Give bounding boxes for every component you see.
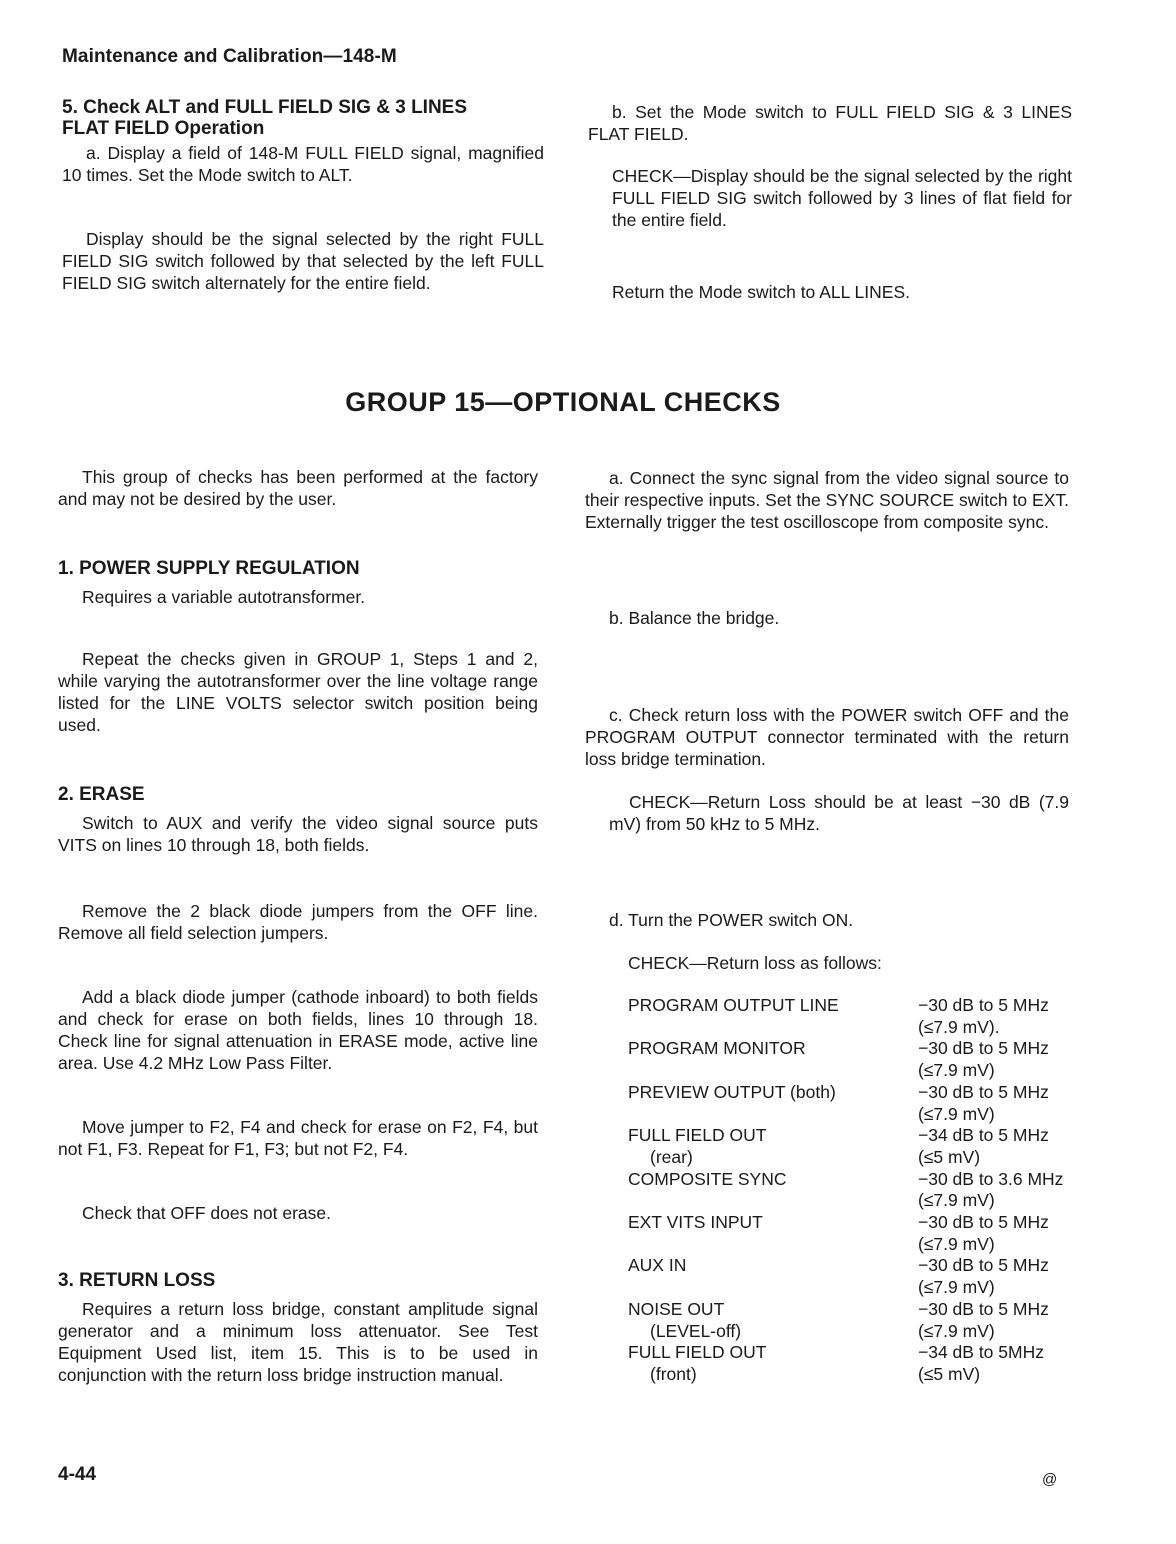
erase-p1: Switch to AUX and verify the video signal source puts VITS on lines 10 through 18, both fields.: [58, 813, 538, 855]
table-sublabel-text: (LEVEL-off): [650, 1320, 742, 1341]
return-loss-d: d. Turn the POWER switch ON.: [609, 910, 854, 930]
return-loss-requires: Requires a return loss bridge, constant amplitude signal generator and a minimum loss attenuator. See Test Equipment Used list, item 15. This is to be used in conjunction with the return loss bridge instruction manual.: [58, 1299, 538, 1385]
table-row: [628, 1190, 1063, 1212]
table-cell-value: −30 dB to 5 MHz: [918, 1298, 1049, 1319]
step5-left: [62, 97, 544, 294]
page-number: 4-44: [58, 1464, 97, 1485]
table-cell-sublabel: [628, 1147, 918, 1169]
table-sublabel-text: (front): [650, 1363, 697, 1384]
table-cell-value-mv: (≤7.9 mV).: [918, 1016, 1000, 1037]
table-cell-value-mv: (≤7.9 mV): [918, 1060, 995, 1081]
table-row: [628, 1342, 1063, 1364]
table-cell-sublabel: [628, 1190, 918, 1212]
erase-p2: Remove the 2 black diode jumpers from the OFF line. Remove all field selection jumpers.: [58, 901, 538, 943]
step5-a-result: Display should be the signal selected by the right FULL FIELD SIG switch followed by that selected by the left FULL FIELD SIG switch alternately for the entire field.: [62, 229, 544, 293]
right-column: [585, 467, 1069, 1386]
table-cell-sublabel: [628, 1060, 918, 1082]
table-cell-sublabel: [628, 1277, 918, 1299]
table-cell-label: FULL FIELD OUT: [628, 1125, 767, 1146]
page-header: Maintenance and Calibration—148-M: [62, 46, 397, 67]
return-loss-heading: 3. RETURN LOSS: [58, 1270, 216, 1291]
step5-heading-line2: FLAT FIELD Operation: [62, 118, 265, 139]
table-cell-value: −30 dB to 5 MHz: [918, 1081, 1049, 1102]
group-intro: This group of checks has been performed at the factory and may not be desired by the user.: [58, 467, 538, 509]
return-loss-table: [628, 995, 1063, 1386]
table-cell-value-mv: (≤5 mV): [918, 1363, 981, 1384]
table-row: [628, 1364, 1063, 1386]
erase-heading: 2. ERASE: [58, 784, 145, 805]
footer-mark: @: [1042, 1471, 1058, 1488]
erase-p5: Check that OFF does not erase.: [82, 1203, 332, 1223]
return-loss-a: a. Connect the sync signal from the video signal source to their respective inputs. Set the SYNC SOURCE switch to EXT. Externally trigger the test oscilloscope from composite sync.: [585, 468, 1069, 532]
table-cell-label: NOISE OUT: [628, 1298, 725, 1319]
left-column: [58, 466, 538, 1386]
table-cell-label: PROGRAM OUTPUT LINE: [628, 995, 839, 1015]
table-row: [628, 1277, 1063, 1299]
table-cell-label: COMPOSITE SYNC: [628, 1168, 787, 1189]
table-sublabel-text: (rear): [650, 1146, 693, 1167]
table-cell-value-mv: (≤7.9 mV): [918, 1233, 995, 1254]
table-cell-sublabel: [628, 1321, 918, 1343]
table-cell-value: −30 dB to 5 MHz: [918, 1038, 1049, 1059]
table-cell-value-mv: (≤7.9 mV): [918, 1277, 995, 1298]
table-cell-value: −30 dB to 3.6 MHz: [918, 1168, 1064, 1189]
step5-b-check: CHECK—Display should be the signal selected by the right FULL FIELD SIG switch followed by 3 lines of flat field for the entire field.: [612, 166, 1072, 230]
table-row: [628, 1104, 1063, 1126]
table-cell-value: −34 dB to 5 MHz: [918, 1125, 1049, 1146]
table-cell-value: −34 dB to 5MHz: [918, 1342, 1044, 1363]
step5-right: [588, 101, 1072, 303]
table-row: [628, 995, 1063, 1017]
table-cell-sublabel: [628, 1234, 918, 1256]
table-cell-sublabel: [628, 1364, 918, 1386]
table-cell-label: AUX IN: [628, 1255, 687, 1276]
table-row: [628, 1169, 1063, 1191]
table-cell-value-mv: (≤7.9 mV): [918, 1103, 995, 1124]
table-cell-label: FULL FIELD OUT: [628, 1342, 767, 1363]
table-row: [628, 1125, 1063, 1147]
table-row: [628, 1038, 1063, 1060]
table-row: [628, 1147, 1063, 1169]
table-cell-label: EXT VITS INPUT: [628, 1212, 763, 1233]
table-row: [628, 1082, 1063, 1104]
power-supply-text: Repeat the checks given in GROUP 1, Steps 1 and 2, while varying the autotransformer over the line voltage range listed for the LINE VOLTS selector switch position being used.: [58, 649, 538, 735]
return-loss-b: b. Balance the bridge.: [609, 608, 780, 628]
power-supply-requires: Requires a variable autotransformer.: [82, 587, 366, 607]
return-loss-c: c. Check return loss with the POWER switch OFF and the PROGRAM OUTPUT connector terminated with the return loss bridge termination.: [585, 705, 1069, 769]
step5-b: b. Set the Mode switch to FULL FIELD SIG & 3 LINES FLAT FIELD.: [588, 102, 1072, 144]
step5-a: a. Display a field of 148-M FULL FIELD signal, magnified 10 times. Set the Mode switch to ALT.: [62, 143, 544, 185]
table-cell-value: −30 dB to 5 MHz: [918, 1212, 1049, 1233]
table-cell-label: PREVIEW OUTPUT (both): [628, 1081, 836, 1102]
table-cell-value: −30 dB to 5 MHz: [918, 995, 1049, 1015]
erase-p4: Move jumper to F2, F4 and check for erase on F2, F4, but not F1, F3. Repeat for F1, F3; but not F2, F4.: [58, 1117, 538, 1159]
step5-b-return: Return the Mode switch to ALL LINES.: [612, 282, 910, 302]
table-cell-value: −30 dB to 5 MHz: [918, 1255, 1049, 1276]
table-cell-value-mv: (≤7.9 mV): [918, 1320, 995, 1341]
table-row: [628, 1212, 1063, 1234]
erase-p3: Add a black diode jumper (cathode inboard) to both fields and check for erase on both fields, lines 10 through 18. Check line for signal attenuation in ERASE mode, active line area. Use 4.2 MHz Low Pass Filter.: [58, 987, 538, 1073]
table-row: [628, 1060, 1063, 1082]
table-row: [628, 1321, 1063, 1343]
group-title: GROUP 15—OPTIONAL CHECKS: [345, 387, 781, 417]
table-cell-sublabel: [628, 1104, 918, 1126]
return-loss-c-check: CHECK—Return Loss should be at least −30 dB (7.9 mV) from 50 kHz to 5 MHz.: [609, 792, 1069, 834]
table-row: [628, 1234, 1063, 1256]
table-row: [628, 1299, 1063, 1321]
return-loss-d-check: CHECK—Return loss as follows:: [628, 953, 882, 973]
table-cell-value-mv: (≤7.9 mV): [918, 1190, 995, 1211]
table-cell-sublabel: [628, 1017, 918, 1039]
table-row: [628, 1017, 1063, 1039]
table-cell-value-mv: (≤5 mV): [918, 1146, 981, 1167]
step5-heading-line1: 5. Check ALT and FULL FIELD SIG & 3 LINES: [62, 97, 468, 118]
power-supply-heading: 1. POWER SUPPLY REGULATION: [58, 558, 360, 579]
table-cell-label: PROGRAM MONITOR: [628, 1038, 806, 1059]
table-row: [628, 1255, 1063, 1277]
